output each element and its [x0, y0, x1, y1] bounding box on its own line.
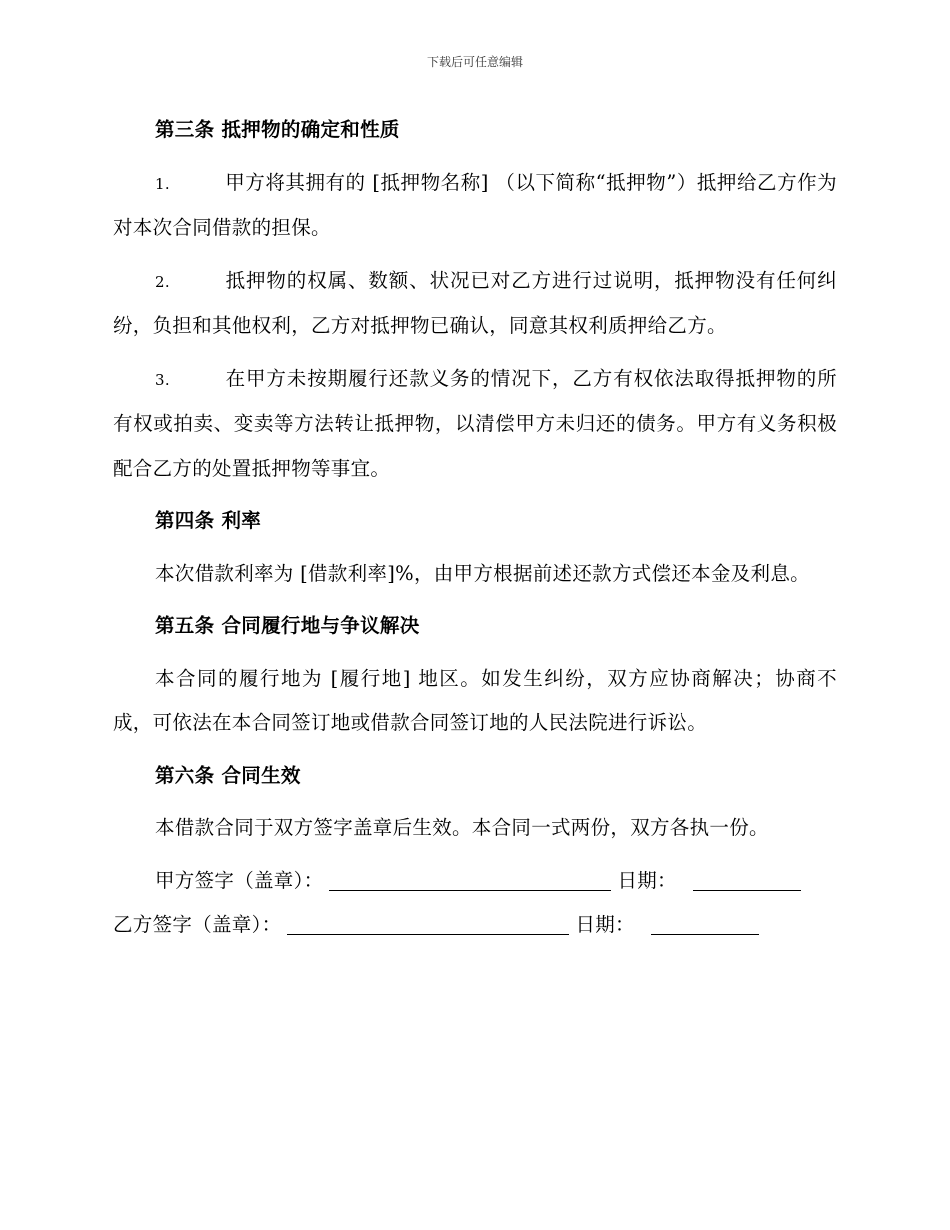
item-number: 1.: [155, 174, 170, 193]
party-b-signature-label: 乙方签字（盖章）：: [113, 913, 282, 936]
party-a-signature-line[interactable]: [329, 870, 611, 891]
section-4-title: 第四条 利率: [155, 509, 262, 532]
section-3-item-2: [113, 259, 837, 349]
document-body: [113, 108, 837, 948]
item-text: 甲方将其拥有的 [抵押物名称] （以下简称“抵押物”）抵押给乙方作为对本次合同借款的担保。: [113, 170, 837, 239]
section-6-text: 本借款合同于双方签字盖章后生效。本合同一式两份，双方各执一份。: [155, 816, 769, 839]
party-b-signature-line[interactable]: [287, 914, 569, 935]
party-b-signature-row: [113, 903, 837, 948]
page-header: 下载后可任意编辑: [426, 55, 523, 69]
party-a-date-line[interactable]: [693, 870, 801, 891]
section-6-title: 第六条 合同生效: [155, 763, 301, 787]
party-a-signature-label: 甲方签字（盖章）：: [155, 868, 324, 892]
party-a-signature-row: [113, 859, 837, 904]
party-a-date-label: 日期：: [617, 868, 677, 892]
section-3-item-1: [113, 161, 837, 251]
section-3-item-3: [113, 357, 837, 492]
item-text: 在甲方未按期履行还款义务的情况下，乙方有权依法取得抵押物的所有权或拍卖、变卖等方法转让抵押物，以清偿甲方未归还的债务。甲方有义务积极配合乙方的处置抵押物等事宜。: [113, 366, 837, 480]
section-3-title: 第三条 抵押物的确定和性质: [155, 118, 400, 141]
section-4-text: 本次借款利率为 [借款利率]%，由甲方根据前述还款方式偿还本金及利息。: [155, 561, 810, 585]
item-text: 抵押物的权属、数额、状况已对乙方进行过说明，抵押物没有任何纠纷，负担和其他权利，乙方对抵押物已确认，同意其权利质押给乙方。: [113, 268, 837, 337]
party-b-date-line[interactable]: [651, 914, 759, 935]
party-b-date-label: 日期：: [575, 913, 635, 936]
section-5-text: 本合同的履行地为 [履行地] 地区。如发生纠纷，双方应协商解决；协商不成，可依法在本合同签订地或借款合同签订地的人民法院进行诉讼。: [113, 666, 837, 734]
item-number: 3.: [155, 370, 170, 389]
item-number: 2.: [155, 272, 170, 291]
section-5-title: 第五条 合同履行地与争议解决: [155, 614, 420, 637]
